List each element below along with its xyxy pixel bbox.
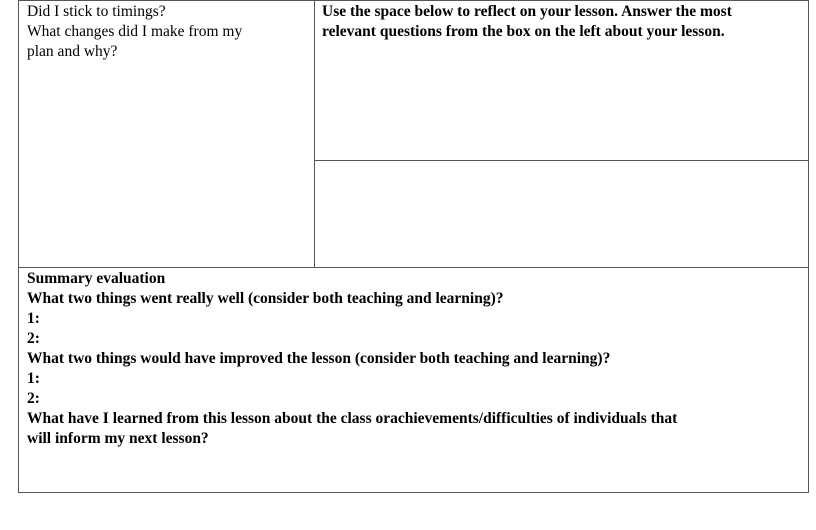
went-well-question: What two things went really well (consider both teaching and learning)? bbox=[27, 290, 504, 307]
answer-label-1: 1: bbox=[27, 370, 40, 387]
table-border-top bbox=[18, 0, 809, 1]
improvement-question: What two things would have improved the lesson (consider both teaching and learning)? bbox=[27, 350, 611, 367]
question-line: plan and why? bbox=[27, 43, 118, 60]
reflection-space[interactable] bbox=[315, 161, 808, 267]
instruction-line: Use the space below to reflect on your lesson. Answer the most bbox=[322, 3, 732, 20]
summary-heading: Summary evaluation bbox=[27, 270, 166, 287]
reflection-instructions bbox=[322, 2, 732, 42]
answer-label-2: 2: bbox=[27, 330, 40, 347]
answer-label-2: 2: bbox=[27, 390, 40, 407]
timing-questions bbox=[27, 2, 242, 62]
instruction-line: relevant questions from the box on the left about your lesson. bbox=[322, 23, 725, 40]
table-border-left bbox=[18, 0, 19, 493]
learning-question-continued: will inform my next lesson? bbox=[27, 430, 209, 447]
summary-evaluation bbox=[27, 269, 677, 449]
question-line: Did I stick to timings? bbox=[27, 3, 166, 20]
learning-question: What have I learned from this lesson about the class orachievements/difficulties of individuals that bbox=[27, 410, 678, 427]
summary-top-border bbox=[18, 267, 809, 268]
table-border-bottom bbox=[18, 492, 809, 493]
question-line: What changes did I make from my bbox=[27, 23, 243, 40]
table-border-right bbox=[808, 0, 809, 493]
answer-label-1: 1: bbox=[27, 310, 40, 327]
